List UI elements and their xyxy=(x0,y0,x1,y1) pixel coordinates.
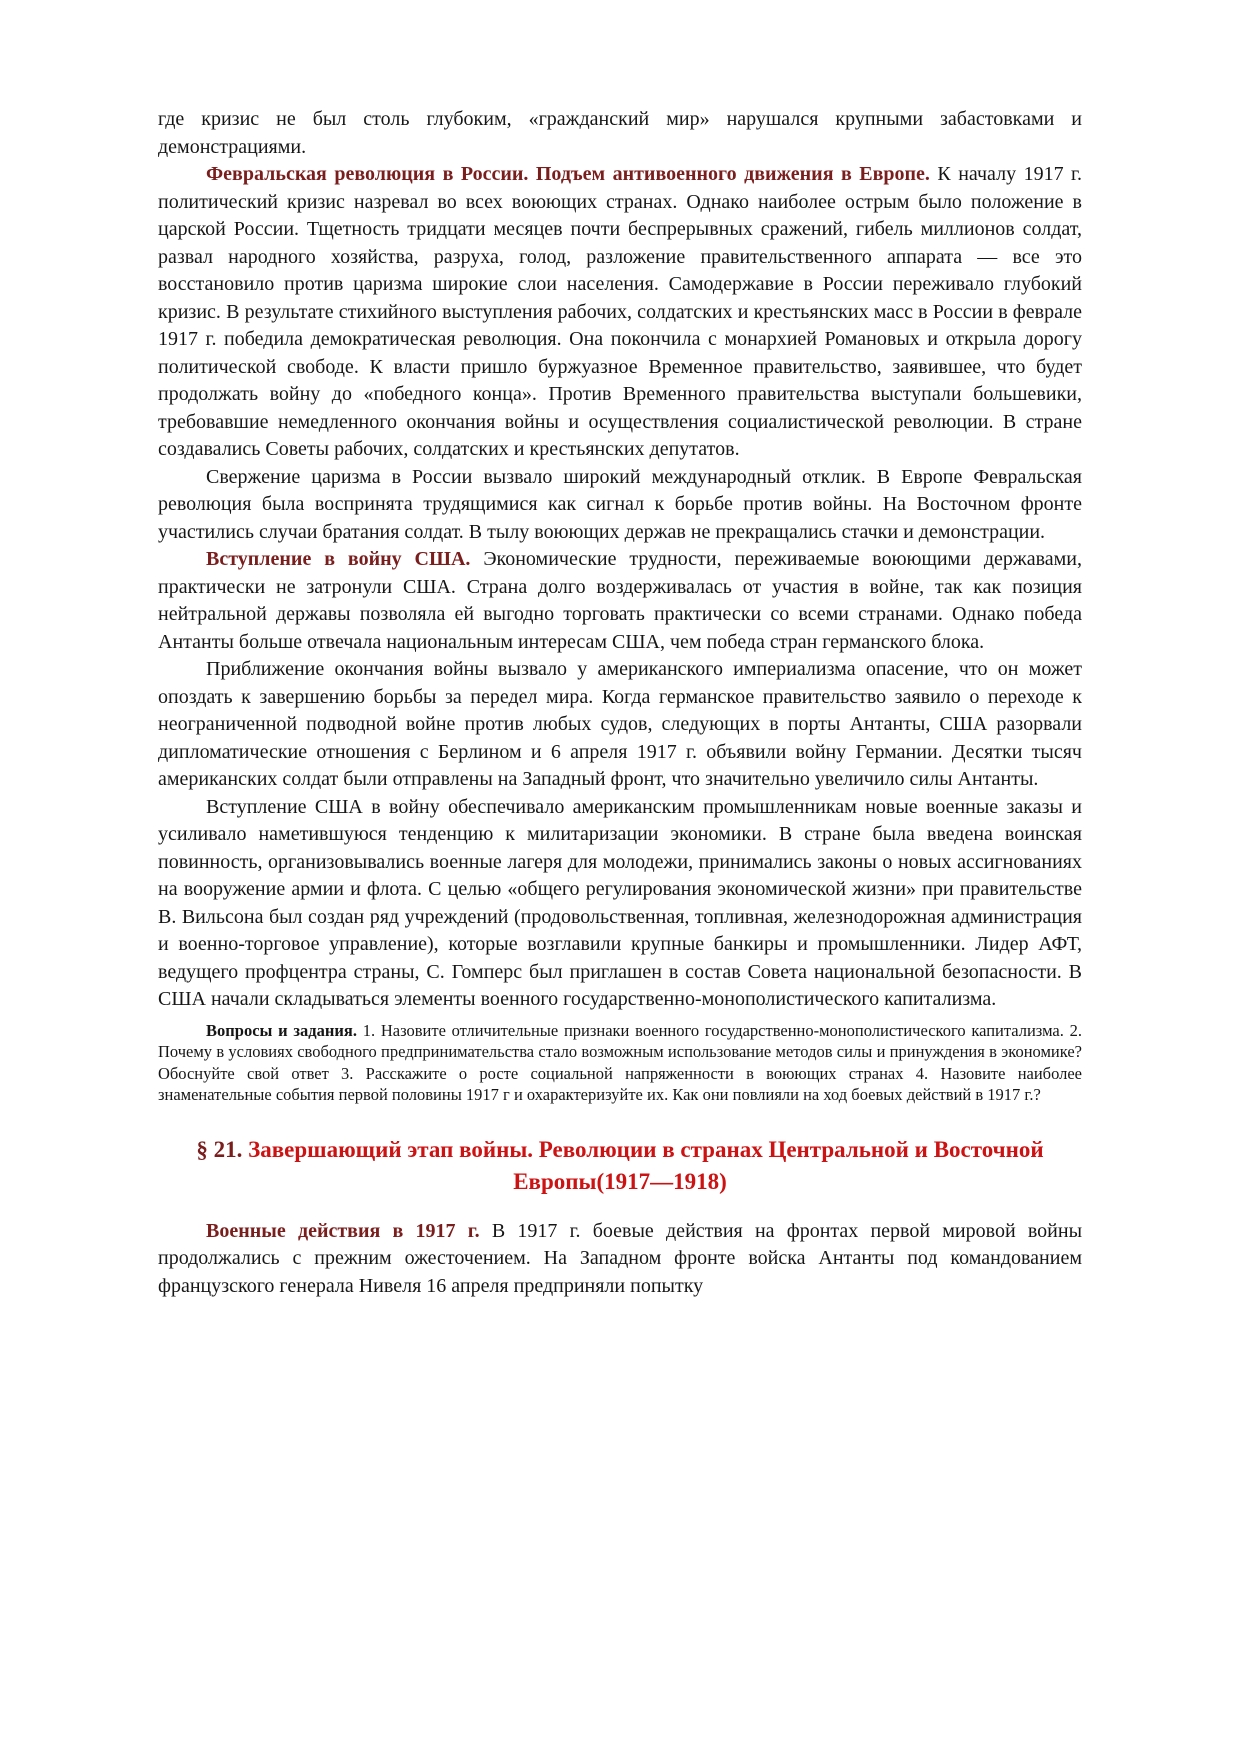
paragraph-text: В 1917 г. боевые действия на фронтах первой мировой войны продолжались с прежним ожесточением. На Западном фронте войска Антанты под командованием французского генерала Нивеля 16 апреля предприняли попытку xyxy=(158,1219,1083,1297)
paragraph-text: Приближение окончания войны вызвало у американского империализма опасение, что он может опоздать к завершению борьбы за передел мира. Когда германское правительство заявило о переходе к неограниченной подводной войне против любых судов, следующих в порты Антанты, США разорвали дипломатические отношения с Берлином и 6 апреля 1917 г. объявили войну Германии. Десятки тысяч американских солдат были отправлены на Западный фронт, что значительно увеличило силы Антанты. xyxy=(158,658,1082,790)
paragraph-lead: Военные действия в 1917 г. xyxy=(206,1219,480,1242)
paragraph-usa-militarization xyxy=(158,794,1082,1014)
paragraph-usa-entry xyxy=(158,546,1082,656)
paragraph-lead: Февральская революция в России. Подъем антивоенного движения в Европе. xyxy=(206,163,930,185)
section-title: Завершающий этап войны. Революции в странах Центральной и Восточной Европы(1917—1918) xyxy=(242,1136,1044,1194)
paragraph-text: Свержение царизма в России вызвало широкий международный отклик. В Европе Февральская революция была воспринята трудящимися как сигнал к борьбе против войны. На Восточном фронте участились случаи братания солдат. В тылу воюющих держав не прекращались стачки и демонстрации. xyxy=(158,465,1082,543)
section-number: § 21. xyxy=(196,1136,243,1162)
textbook-page xyxy=(158,106,1082,1300)
paragraph-lead: Вступление в войну США. xyxy=(206,548,471,570)
paragraph-text: где кризис не был столь глубоким, «гражданский мир» нарушался крупными забастовками и демонстрациями. xyxy=(158,108,1082,158)
paragraph-text: К началу 1917 г. политический кризис назревал во всех воюющих странах. Однако наиболее острым было положение в царской России. Тщетность тридцати месяцев почти беспрерывных сражений, гибель миллионов солдат, развал народного хозяйства, разруха, голод, разложение правительственного аппарата — все это восстановило против царизма широкие слои населения. Самодержавие в России переживало глубокий кризис. В результате стихийного выступления рабочих, солдатских и крестьянских масс в России в феврале 1917 г. победила демократическая революция. Она покончила с монархией Романовых и открыла дорогу политической свободе. К власти пришло буржуазное Временное правительство, заявившее, что будет продолжать войну до «победного конца». Против Временного правительства выступали большевики, требовавшие немедленного окончания войны и осуществления социалистической революции. В стране создавались Советы рабочих, солдатских и крестьянских депутатов. xyxy=(158,163,1082,460)
section-heading xyxy=(178,1134,1062,1198)
questions-text: 1. Назовите отличительные признаки военного государственно-монополистического капитализма. 2. Почему в условиях свободного предпринимательства стало возможным использование методов силы и принуждения в экономике? Обоснуйте свой ответ 3. Расскажите о росте социальной напряженности в воюющих странах 4. Назовите наиболее знаменательные события первой половины 1917 г и охарактеризуйте их. Как они повлияли на ход боевых действий в 1917 г.? xyxy=(158,1020,1082,1104)
paragraph-text: Вступление США в войну обеспечивало американским промышленникам новые военные заказы и усиливало наметившуюся тенденцию к милитаризации экономики. В стране была введена воинская повинность, организовывались военные лагеря для молодежи, принимались законы о новых ассигнованиях на вооружение армии и флота. С целью «общего регулирования экономической жизни» при правительстве В. Вильсона был создан ряд учреждений (продовольственная, топливная, железнодорожная администрация и военно-торговое управление), которые возглавили крупные банкиры и промышленники. Лидер АФТ, ведущего профцентра страны, С. Гомперс был приглашен в состав Совета национальной безопасности. В США начали складываться элементы военного государственно-монополистического капитализма. xyxy=(158,795,1082,1010)
paragraph-tsarism-overthrow xyxy=(158,464,1082,547)
questions-lead: Вопросы и задания. xyxy=(206,1020,357,1040)
paragraph-military-actions-1917 xyxy=(158,1218,1082,1301)
paragraph-war-end-approach xyxy=(158,656,1082,794)
paragraph-strikes-continuation xyxy=(158,106,1082,161)
questions-and-tasks xyxy=(158,1020,1082,1106)
paragraph-text: Экономические трудности, переживаемые воюющими державами, практически не затронули США. Страна долго воздерживалась от участия в войне, так как позиция нейтральной державы позволяла ей выгодно торговать практически со всеми странами. Однако победа Антанты больше отвечала национальным интересам США, чем победа стран германского блока. xyxy=(158,548,1082,653)
paragraph-february-revolution xyxy=(158,161,1082,464)
